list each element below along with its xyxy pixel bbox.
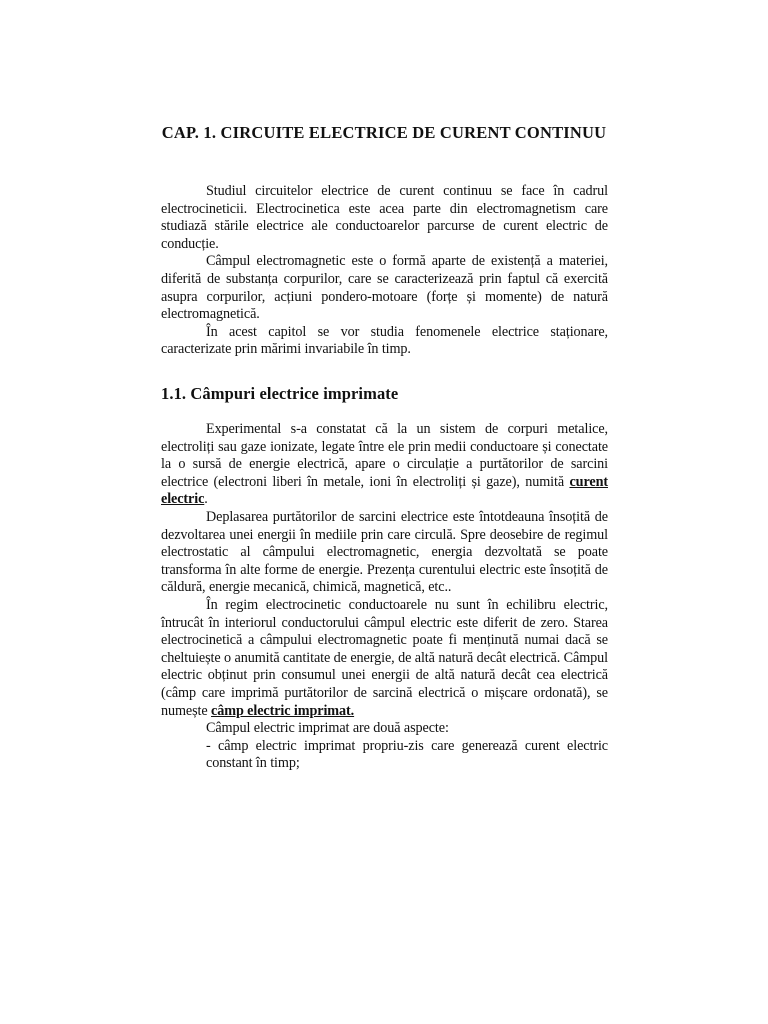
intro-paragraph-3: În acest capitol se vor studia fenomenele electrice staționare, caracterizate prin mărimi invariabile în timp. — [161, 323, 608, 358]
list-item: - câmp electric imprimat propriu-zis care generează curent electric constant în timp; — [206, 737, 608, 772]
section-paragraph-4: Câmpul electric imprimat are două aspecte: — [206, 720, 449, 737]
section-paragraph-2: Deplasarea purtătorilor de sarcini electrice este întotdeauna însoțită de dezvoltarea unei energii în mediile prin care circulă. Spre deosebire de regimul electrostatic al câmpului electromagnetic, energia dezvoltată se poate transforma în alte forme de energie. Prezența curentului electric este însoțită de căldură, energie mecanică, chimică, magnetică, etc.. — [161, 508, 608, 596]
chapter-title: CAP. 1. CIRCUITE ELECTRICE DE CURENT CONTINUU — [161, 123, 607, 142]
intro-text — [161, 183, 608, 359]
section-paragraph-1 — [161, 421, 608, 509]
paragraph-end: . — [204, 491, 208, 508]
section-title: 1.1. Câmpuri electrice imprimate — [161, 384, 399, 403]
intro-paragraph-2: Câmpul electromagnetic este o formă aparte de existență a materiei, diferită de substanța corpurilor, care se caracterizează prin faptul că exercită asupra corpurilor, acțiuni pondero-motoare (forțe și momente) de natură electromagnetică. — [161, 253, 608, 323]
intro-paragraph-1: Studiul circuitelor electrice de curent continuu se face în cadrul electrocineticii. Electrocinetica este acea parte din electromagnetism care studiază stările electrice ale conductoarelor parcurse de curent electric de conducție. — [161, 183, 608, 252]
term-curent-electric: curent electric — [161, 473, 608, 508]
paragraph-text: În regim electrocinetic conductoarele nu sunt în echilibru electric, întrucât în interiorul conductorului câmpul electric este diferit de zero. Starea electrocinetică a câmpului electromagnetic poate fi menținută numai dacă se cheltuiește o anumită cantitate de energie, de altă natură decât electrică. Câmpul electric obținut prin consumul unei energii de altă natură decât cea electrică (câmp care imprimă purtătorilor de sarcină electrică o mișcare ordonată), se numește — [161, 596, 608, 719]
section-body — [161, 421, 608, 773]
term-camp-electric-imprimat: câmp electric imprimat. — [211, 702, 355, 719]
section-paragraph-3 — [161, 597, 608, 720]
paragraph-text: Experimental s-a constatat că la un sistem de corpuri metalice, electroliți sau gaze ionizate, legate între ele prin medii conductoare și conectate la o sursă de energie electrică, apare o circulație a purtătorilor de sarcini electrice (electroni liberi în metale, ioni în electroliți și gaze), numită — [161, 421, 608, 490]
